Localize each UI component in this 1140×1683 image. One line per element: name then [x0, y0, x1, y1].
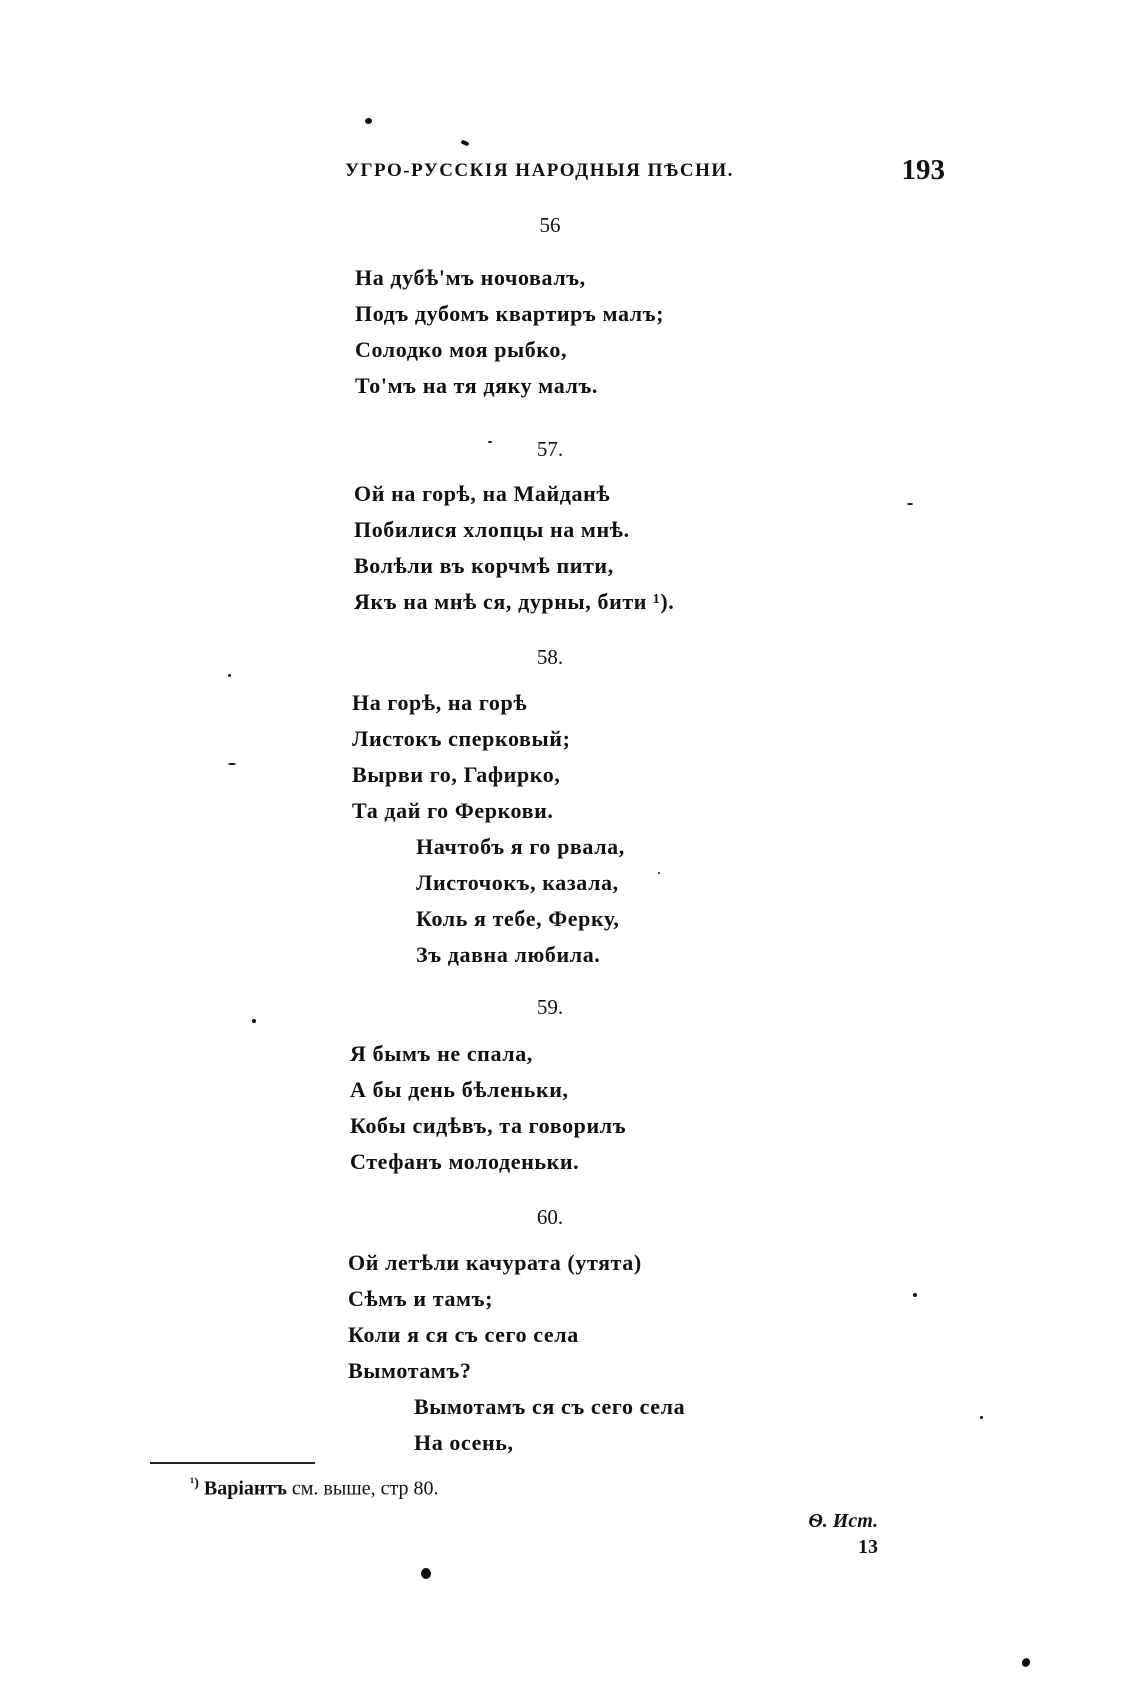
poem-number: 59.	[536, 995, 564, 1019]
footnote-label: Варіантъ	[203, 1477, 287, 1500]
scan-speck	[907, 503, 913, 505]
verse-line: Кобы сидѣвъ, та говорилъ	[350, 1113, 627, 1138]
running-head: УГРО-РУССКІЯ НАРОДНЫЯ ПѢСНИ.	[345, 160, 734, 181]
scan-speck	[980, 1416, 983, 1419]
verse-line: Солодко моя рыбко,	[355, 337, 568, 362]
verse-line: Вырви го, Гафирко,	[352, 762, 561, 787]
scan-speck	[228, 674, 231, 677]
verse-line: Вымотамъ?	[348, 1358, 472, 1383]
footnote-mark: ¹)	[190, 1476, 199, 1491]
scan-speck	[252, 1019, 256, 1023]
verse-line: Ой на горѣ, на Майданѣ	[354, 481, 611, 506]
verse-line-indented: Начтобъ я го рвала,	[416, 834, 625, 859]
footnote	[190, 1476, 438, 1501]
verse-line: На горѣ, на горѣ	[352, 690, 528, 715]
poem-number: 58.	[536, 645, 564, 669]
verse-line: Стефанъ молоденьки.	[350, 1149, 580, 1174]
verse-line: На дубѣ'мъ ночовалъ,	[355, 265, 586, 290]
verse-line-indented: Листочокъ, казала,	[416, 870, 619, 895]
printer-signature	[808, 1508, 878, 1560]
verse-line: Та дай го Феркови.	[352, 798, 554, 823]
verse-line-indented: Вымотамъ ся съ сего села	[414, 1394, 686, 1419]
verse-line-indented: Зъ давна любила.	[416, 942, 601, 967]
verse-line: Ой летѣли качурата (утята)	[348, 1250, 642, 1275]
page-number: 193	[901, 154, 945, 186]
verse-line: Я бымъ не спала,	[350, 1041, 533, 1066]
scan-speck	[421, 1568, 431, 1579]
scan-speck	[488, 441, 492, 443]
verse-line: Коли я ся съ сего села	[348, 1322, 579, 1347]
verse-line-indented: На осень,	[414, 1430, 514, 1455]
verse-line: Подъ дубомъ квартиръ малъ;	[355, 301, 665, 326]
signature-number: 13	[858, 1536, 878, 1558]
verse-line: Волѣли въ корчмѣ пити,	[354, 553, 614, 578]
poem-number: 57.	[536, 437, 564, 461]
page-header	[345, 154, 945, 190]
verse-line-indented: Коль я тебе, Ферку,	[416, 906, 620, 931]
verse-line: Сѣмъ и тамъ;	[348, 1286, 493, 1311]
scan-speck	[365, 118, 372, 124]
footnote-text: см. выше, стр 80.	[291, 1477, 439, 1500]
signature-title: Ѳ. Ист.	[808, 1510, 878, 1532]
scan-speck	[461, 139, 470, 146]
verse-line: Листокъ сперковый;	[352, 726, 571, 751]
poem-number: 56	[539, 213, 561, 237]
scan-speck	[658, 872, 660, 874]
scan-speck	[913, 1293, 917, 1297]
verse-line: То'мъ на тя дяку малъ.	[355, 373, 598, 398]
scan-speck	[1020, 1657, 1031, 1669]
footnote-rule	[150, 1462, 315, 1464]
verse-line: Побилися хлопцы на мнѣ.	[354, 517, 630, 542]
verse-line: А бы день бѣленьки,	[350, 1077, 569, 1102]
poem-number: 60.	[536, 1205, 564, 1229]
scan-speck	[228, 763, 236, 765]
verse-line: Якъ на мнѣ ся, дурны, бити ¹).	[354, 589, 675, 614]
